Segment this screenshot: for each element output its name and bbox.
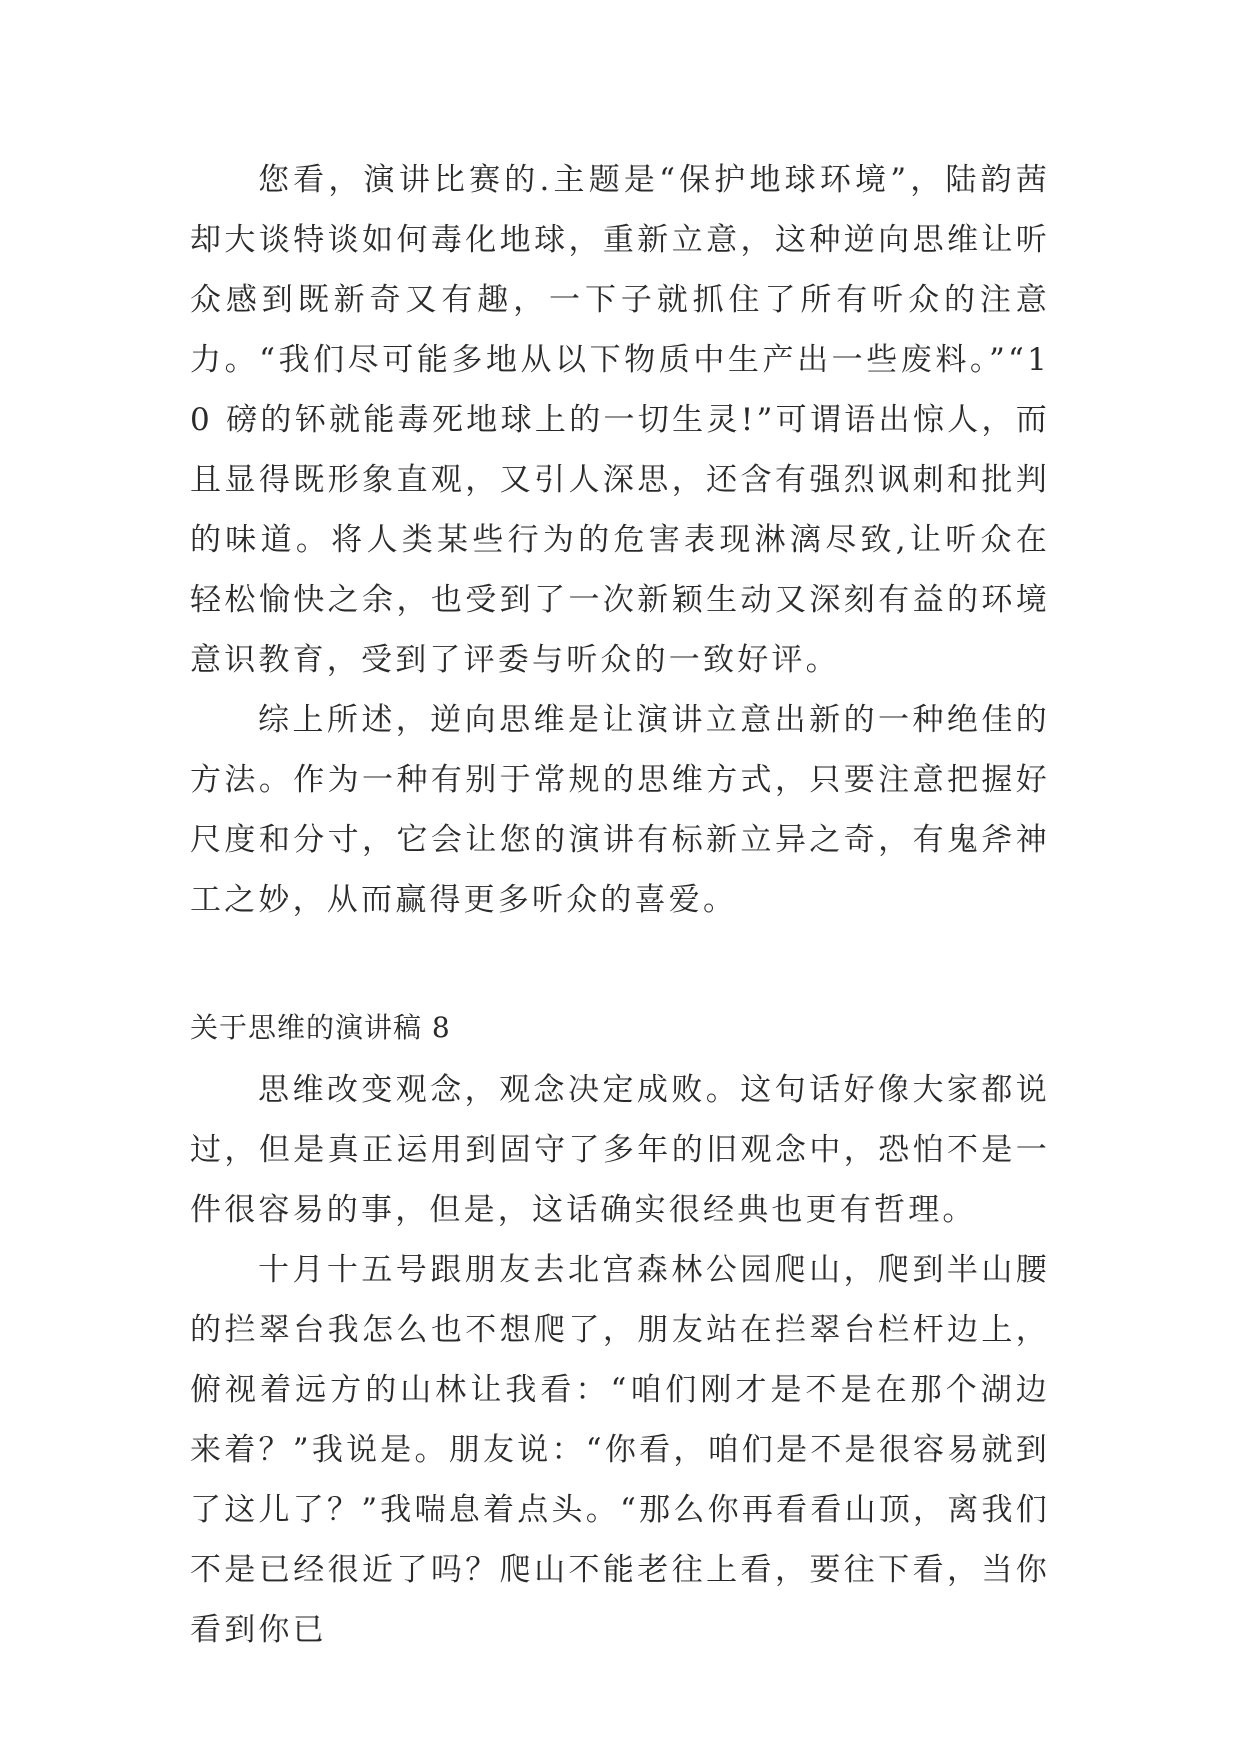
body-section-2 (190, 1060, 1050, 1660)
section-spacer (190, 930, 1050, 996)
paragraph: 思维改变观念，观念决定成败。这句话好像大家都说过，但是真正运用到固守了多年的旧观念中，恐怕不是一件很容易的事，但是，这话确实很经典也更有哲理。 (190, 1072, 1050, 1228)
body-section-1 (190, 150, 1050, 930)
paragraph: 您看，演讲比赛的.主题是“保护地球环境”，陆韵茜却大谈特谈如何毒化地球，重新立意，这种逆向思维让听众感到既新奇又有趣，一下子就抓住了所有听众的注意力。“我们尽可能多地从以下物质中生产出一些废料。”“10 磅的钚就能毒死地球上的一切生灵!”可谓语出惊人，而且显得既形象直观，又引人深思，还含有强烈讽刺和批判的味道。将人类某些行为的危害表现淋漓尽致,让听众在轻松愉快之余，也受到了一次新颖生动又深刻有益的环境意识教育，受到了评委与听众的一致好评。 (190, 162, 1050, 678)
section-title: 关于思维的演讲稿 8 (190, 1011, 451, 1044)
document-page (190, 150, 1050, 1660)
paragraph: 十月十五号跟朋友去北宫森林公园爬山，爬到半山腰的拦翠台我怎么也不想爬了，朋友站在拦翠台栏杆边上，俯视着远方的山林让我看：“咱们刚才是不是在那个湖边来着？”我说是。朋友说：“你看，咱们是不是很容易就到了这儿了？”我喘息着点头。“那么你再看看山顶，离我们不是已经很近了吗？爬山不能老往上看，要往下看，当你看到你已 (190, 1252, 1050, 1648)
paragraph: 综上所述，逆向思维是让演讲立意出新的一种绝佳的方法。作为一种有别于常规的思维方式，只要注意把握好尺度和分寸，它会让您的演讲有标新立异之奇，有鬼斧神工之妙，从而赢得更多听众的喜爱。 (190, 702, 1050, 918)
